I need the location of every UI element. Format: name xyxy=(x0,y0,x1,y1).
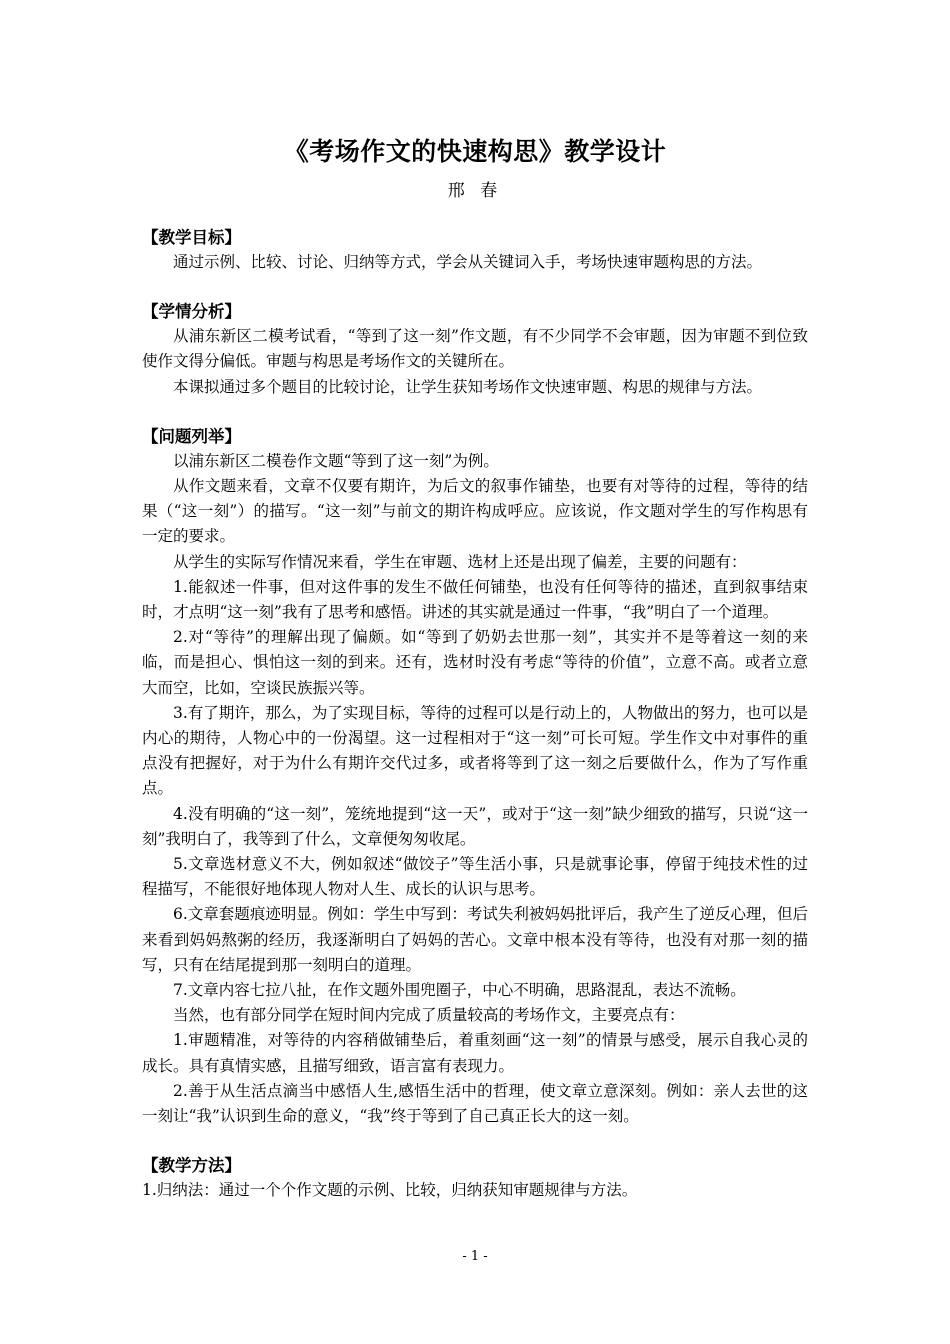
list-item: 3.有了期许，那么，为了实现目标，等待的过程可以是行动上的，人物做出的努力，也可以是内心的期待，人物心中的一份渴望。这一过程相对于“这一刻”可长可短。学生作文中对事件的重点没有把握好，对于为什么有期许交代过多，或者将等到了这一刻之后要做什么，作为了写作重点。 xyxy=(142,703,808,798)
section-heading: 【教学目标】 xyxy=(142,228,241,247)
list-item: 7.文章内容七拉八扯，在作文题外围兜圈子，中心不明确，思路混乱，表达不流畅。 xyxy=(173,981,746,1000)
section-heading: 【问题列举】 xyxy=(142,426,241,446)
list-item: 4.没有明确的“这一刻”，笼统地提到“这一天”，或对于“这一刻”缺少细致的描写，只说“这一刻”我明白了，我等到了什么，文章便匆匆收尾。 xyxy=(142,804,808,848)
section-heading: 【学情分析】 xyxy=(142,302,241,322)
list-item: 5.文章选材意义不大，例如叙述“做饺子”等生活小事，只是就事论事，停留于纯技术性的过程描写，不能很好地体现人物对人生、成长的认识与思考。 xyxy=(142,855,808,899)
list-item: 1.审题精准，对等待的内容稍做铺垫后，着重刻画“这一刻”的情景与感受，展示自我心灵的成长。具有真情实感，且描写细致，语言富有表现力。 xyxy=(142,1031,808,1075)
paragraph: 从作文题来看，文章不仅要有期许，为后文的叙事作铺垫，也要有对等待的过程，等待的结果（“这一刻”）的描写。“这一刻”与前文的期许构成呼应。应该说，作文题对学生的写作构思有一定的要求。 xyxy=(142,477,808,546)
paragraph: 从浦东新区二模考试看，“等到了这一刻”作文题，有不少同学不会审题，因为审题不到位致使作文得分偏低。审题与构思是考场作文的关键所在。 xyxy=(142,327,808,371)
paragraph: 本课拟通过多个题目的比较讨论，让学生获知考场作文快速审题、构思的规律与方法。 xyxy=(173,377,763,396)
list-item: 1.归纳法：通过一个个作文题的示例、比较，归纳获知审题规律与方法。 xyxy=(142,1181,638,1200)
section-student-analysis xyxy=(142,299,808,400)
list-item: 6.文章套题痕迹明显。例如：学生中写到：考试失利被妈妈批评后，我产生了逆反心理，但后来看到妈妈熬粥的经历，我逐渐明白了妈妈的苦心。文章中根本没有等待，也没有对那一刻的描写，只有在结尾提到那一刻明白的道理。 xyxy=(142,905,808,974)
paragraph: 从学生的实际写作情况来看，学生在审题、选材上还是出现了偏差，主要的问题有： xyxy=(173,552,747,571)
page-number: - 1 - xyxy=(462,1249,488,1264)
document-title: 《考场作文的快速构思》教学设计 xyxy=(283,137,667,166)
list-item: 1.能叙述一件事，但对这件事的发生不做任何铺垫，也没有任何等待的描述，直到叙事结束时，才点明“这一刻”我有了思考和感悟。讲述的其实就是通过一件事，“我”明白了一个道理。 xyxy=(142,577,808,622)
section-teaching-methods xyxy=(142,1153,808,1203)
list-item: 2.善于从生活点滴当中感悟人生,感悟生活中的哲理，使文章立意深刻。例如：亲人去世的这一刻让“我”认识到生命的意义，“我”终于等到了自己真正长大的这一刻。 xyxy=(142,1081,808,1126)
document-body xyxy=(142,225,808,1228)
section-problem-list xyxy=(142,424,808,1129)
section-heading: 【教学方法】 xyxy=(142,1156,241,1176)
document-author: 邢 春 xyxy=(447,181,503,201)
section-teaching-goals xyxy=(142,225,808,275)
paragraph: 当然，也有部分同学在短时间内完成了质量较高的考场作文，主要亮点有： xyxy=(173,1006,685,1025)
list-item: 2.对“等待”的理解出现了偏颇。如“等到了奶奶去世那一刻”，其实并不是等着这一刻的来临，而是担心、惧怕这一刻的到来。还有，选材时没有考虑“等待的价值”，立意不高。或者立意大而空，比如，空谈民族振兴等。 xyxy=(142,628,808,697)
paragraph: 通过示例、比较、讨论、归纳等方式，学会从关键词入手，考场快速审题构思的方法。 xyxy=(173,253,763,271)
paragraph: 以浦东新区二模卷作文题“等到了这一刻”为例。 xyxy=(173,451,499,470)
